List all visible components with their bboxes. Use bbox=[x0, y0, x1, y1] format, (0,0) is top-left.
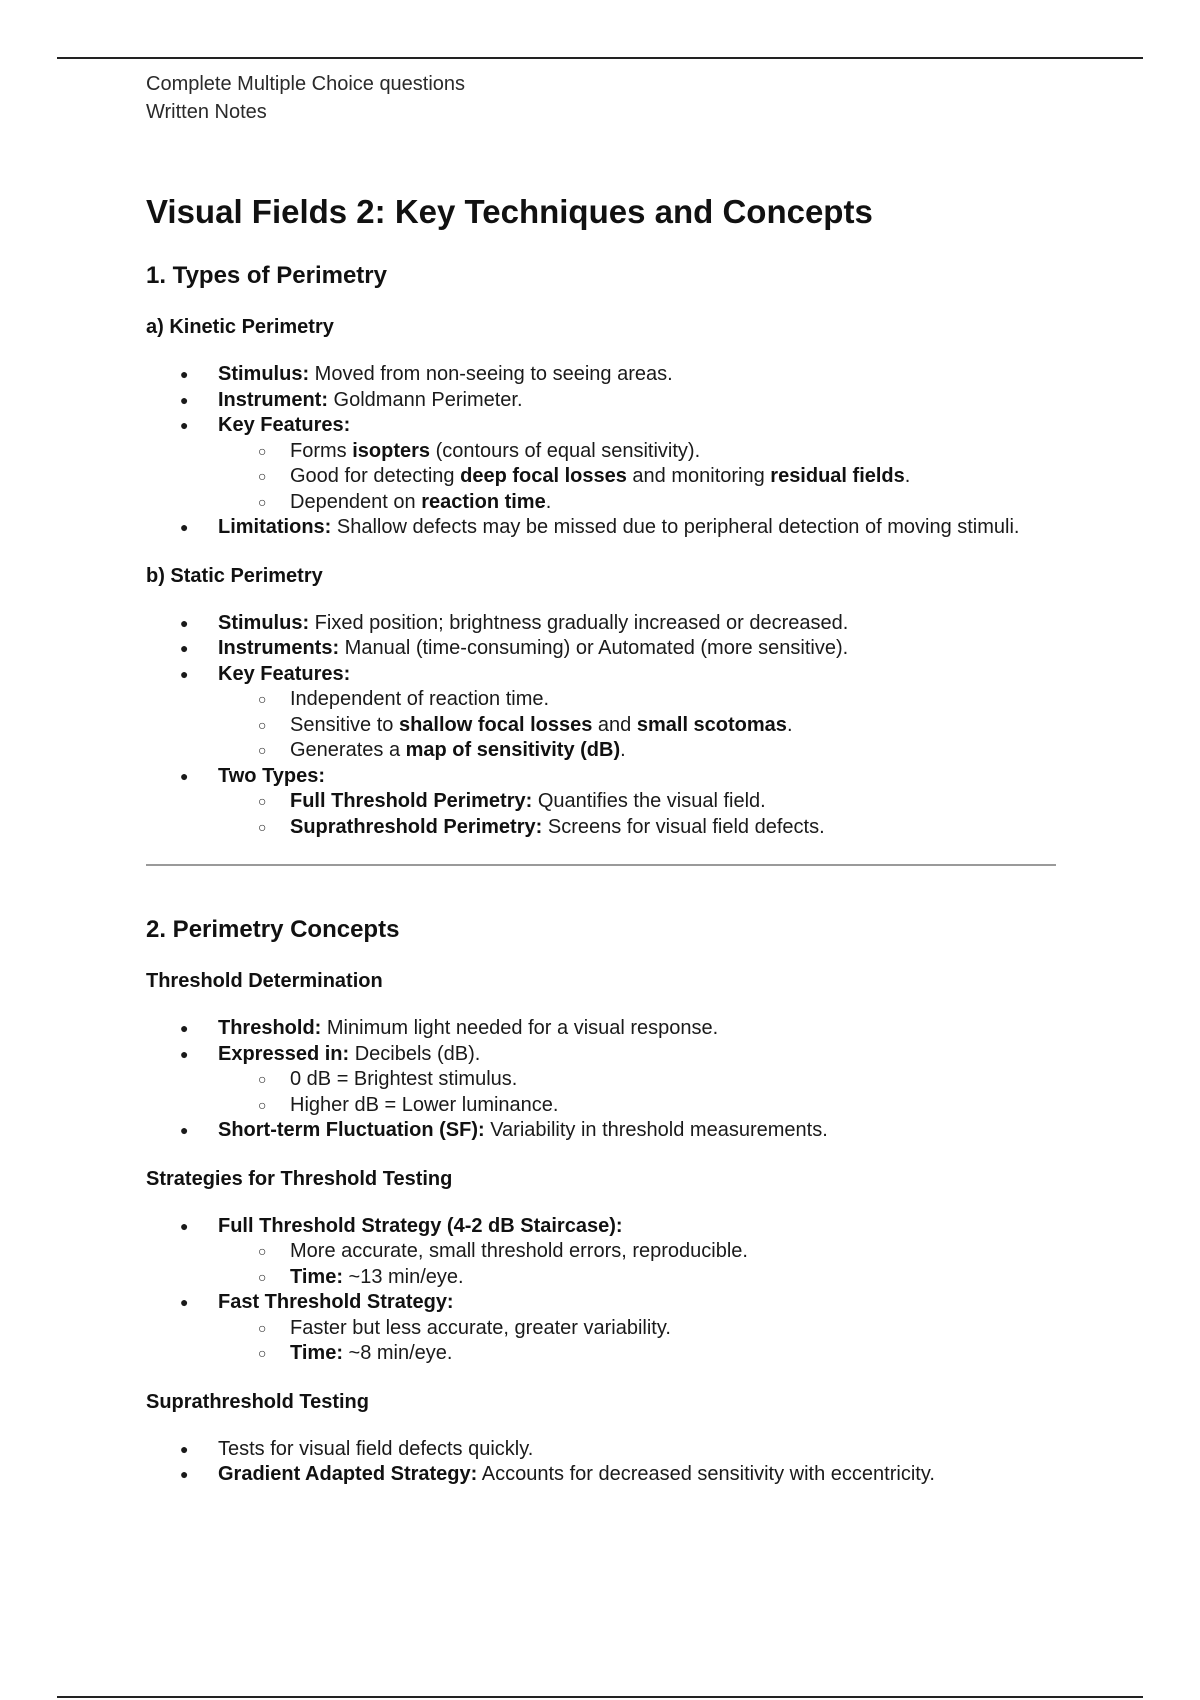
list-item bbox=[146, 1118, 1066, 1144]
sub-list-item bbox=[218, 464, 1066, 490]
section-2 bbox=[146, 914, 1066, 1488]
item-bold: isopters bbox=[352, 439, 431, 462]
sub-list-item: ○ Faster but less accurate, greater variability. bbox=[218, 1316, 1066, 1342]
list-item bbox=[146, 662, 1066, 764]
item-text: Accounts for decreased sensitivity with eccentricity. bbox=[477, 1463, 935, 1485]
section-1-heading: 1. Types of Perimetry bbox=[146, 262, 387, 289]
threshold-heading: Threshold Determination bbox=[146, 970, 383, 992]
item-label: Fast Threshold Strategy: bbox=[218, 1291, 454, 1313]
threshold-list bbox=[146, 1016, 1066, 1144]
item-label: Full Threshold Strategy (4-2 dB Staircase): bbox=[218, 1214, 623, 1237]
item-label: Stimulus: bbox=[218, 363, 310, 385]
sub-list-item bbox=[218, 1341, 1066, 1367]
item-bold: shallow focal losses bbox=[398, 713, 593, 736]
kinetic-heading: a) Kinetic Perimetry bbox=[146, 316, 334, 338]
list-item bbox=[146, 1042, 1066, 1119]
item-label: Key Features: bbox=[218, 662, 351, 685]
page-title: Visual Fields 2: Key Techniques and Concepts bbox=[146, 193, 873, 230]
strategies-heading: Strategies for Threshold Testing bbox=[146, 1167, 453, 1190]
list-item bbox=[146, 636, 1066, 662]
static-list bbox=[146, 611, 1066, 841]
item-bold: Suprathreshold Perimetry: bbox=[290, 815, 543, 838]
static-heading: b) Static Perimetry bbox=[146, 564, 323, 587]
item-label: Gradient Adapted Strategy: bbox=[218, 1463, 478, 1485]
list-item bbox=[146, 515, 1066, 541]
sub-list-item: ○ More accurate, small threshold errors, reproducible. bbox=[218, 1239, 1066, 1265]
list-item bbox=[146, 1214, 1066, 1291]
item-text: . bbox=[904, 465, 911, 487]
list-item bbox=[146, 764, 1066, 841]
item-text: Minimum light needed for a visual response. bbox=[321, 1017, 719, 1039]
sub-list-item bbox=[218, 490, 1066, 516]
item-text: Dependent on bbox=[290, 490, 422, 513]
list-item bbox=[146, 1016, 1066, 1042]
item-text: Generates a bbox=[290, 739, 406, 761]
list-item bbox=[146, 388, 1066, 414]
item-bold: reaction time bbox=[421, 490, 546, 513]
list-item bbox=[146, 413, 1066, 515]
item-label: Expressed in: bbox=[218, 1042, 350, 1065]
item-bold: map of sensitivity (dB) bbox=[405, 739, 621, 761]
sub-list bbox=[218, 439, 1066, 516]
item-label: Threshold: bbox=[218, 1017, 322, 1039]
sub-list-item bbox=[218, 815, 1066, 841]
sub-list-item bbox=[218, 439, 1066, 465]
sub-list bbox=[218, 789, 1066, 840]
list-item bbox=[146, 362, 1066, 388]
kinetic-list bbox=[146, 362, 1066, 541]
item-text: . bbox=[786, 713, 793, 736]
sub-list-item bbox=[218, 713, 1066, 739]
top-rule bbox=[57, 57, 1143, 59]
sub-list-item: ○ Independent of reaction time. bbox=[218, 687, 1066, 713]
item-text: Variability in threshold measurements. bbox=[484, 1119, 828, 1141]
sub-list bbox=[218, 1239, 1066, 1290]
item-text: and monitoring bbox=[626, 465, 771, 487]
sub-list bbox=[218, 687, 1066, 764]
list-item bbox=[146, 1290, 1066, 1367]
item-bold: residual fields bbox=[770, 465, 905, 487]
item-text: Sensitive to bbox=[290, 713, 399, 736]
header-notes bbox=[146, 70, 1066, 126]
item-text: (contours of equal sensitivity). bbox=[430, 439, 701, 462]
list-item: ● Tests for visual field defects quickly. bbox=[146, 1437, 1066, 1463]
item-text: ~8 min/eye. bbox=[342, 1342, 453, 1364]
item-label: Instruments: bbox=[218, 637, 340, 659]
item-text: Goldmann Perimeter. bbox=[328, 388, 523, 411]
item-label: Short-term Fluctuation (SF): bbox=[218, 1119, 485, 1141]
item-text: Screens for visual field defects. bbox=[542, 815, 825, 838]
list-item bbox=[146, 1462, 1066, 1488]
item-text: Quantifies the visual field. bbox=[532, 790, 766, 812]
item-text: Manual (time-consuming) or Automated (more sensitive). bbox=[339, 637, 849, 659]
sub-list-item: ○ Higher dB = Lower luminance. bbox=[218, 1093, 1066, 1119]
item-bold: Time: bbox=[290, 1342, 343, 1364]
header-line-1: Complete Multiple Choice questions bbox=[146, 73, 466, 95]
item-label: Instrument: bbox=[218, 388, 328, 411]
item-bold: small scotomas bbox=[636, 713, 787, 736]
item-text: . bbox=[545, 490, 552, 513]
sub-list-item: ○ 0 dB = Brightest stimulus. bbox=[218, 1067, 1066, 1093]
item-text: Fixed position; brightness gradually increased or decreased. bbox=[309, 611, 849, 634]
item-text: Decibels (dB). bbox=[349, 1042, 481, 1065]
item-bold: Full Threshold Perimetry: bbox=[290, 790, 533, 812]
sub-list-item bbox=[218, 1265, 1066, 1291]
section-divider bbox=[146, 864, 1056, 866]
bottom-rule bbox=[57, 1696, 1143, 1698]
item-text: Moved from non-seeing to seeing areas. bbox=[309, 363, 673, 385]
list-item bbox=[146, 611, 1066, 637]
item-text: . bbox=[620, 739, 626, 761]
suprathreshold-list bbox=[146, 1437, 1066, 1488]
document-page bbox=[146, 70, 1066, 1488]
item-label: Stimulus: bbox=[218, 611, 310, 634]
strategies-list bbox=[146, 1214, 1066, 1367]
item-bold: deep focal losses bbox=[460, 465, 627, 487]
item-text: and bbox=[592, 713, 637, 736]
header-line-2: Written Notes bbox=[146, 101, 267, 123]
suprathreshold-heading: Suprathreshold Testing bbox=[146, 1390, 369, 1413]
item-text: Shallow defects may be missed due to peripheral detection of moving stimuli. bbox=[331, 516, 1020, 538]
item-text: ~13 min/eye. bbox=[342, 1265, 464, 1288]
sub-list-item bbox=[218, 738, 1066, 764]
sub-list bbox=[218, 1067, 1066, 1118]
item-text: Good for detecting bbox=[290, 465, 461, 487]
item-label: Limitations: bbox=[218, 516, 332, 538]
item-label: Two Types: bbox=[218, 764, 326, 787]
item-text: Forms bbox=[290, 439, 353, 462]
sub-list-item bbox=[218, 789, 1066, 815]
item-bold: Time: bbox=[290, 1265, 343, 1288]
sub-list bbox=[218, 1316, 1066, 1367]
section-2-heading: 2. Perimetry Concepts bbox=[146, 916, 400, 943]
item-label: Key Features: bbox=[218, 414, 351, 436]
